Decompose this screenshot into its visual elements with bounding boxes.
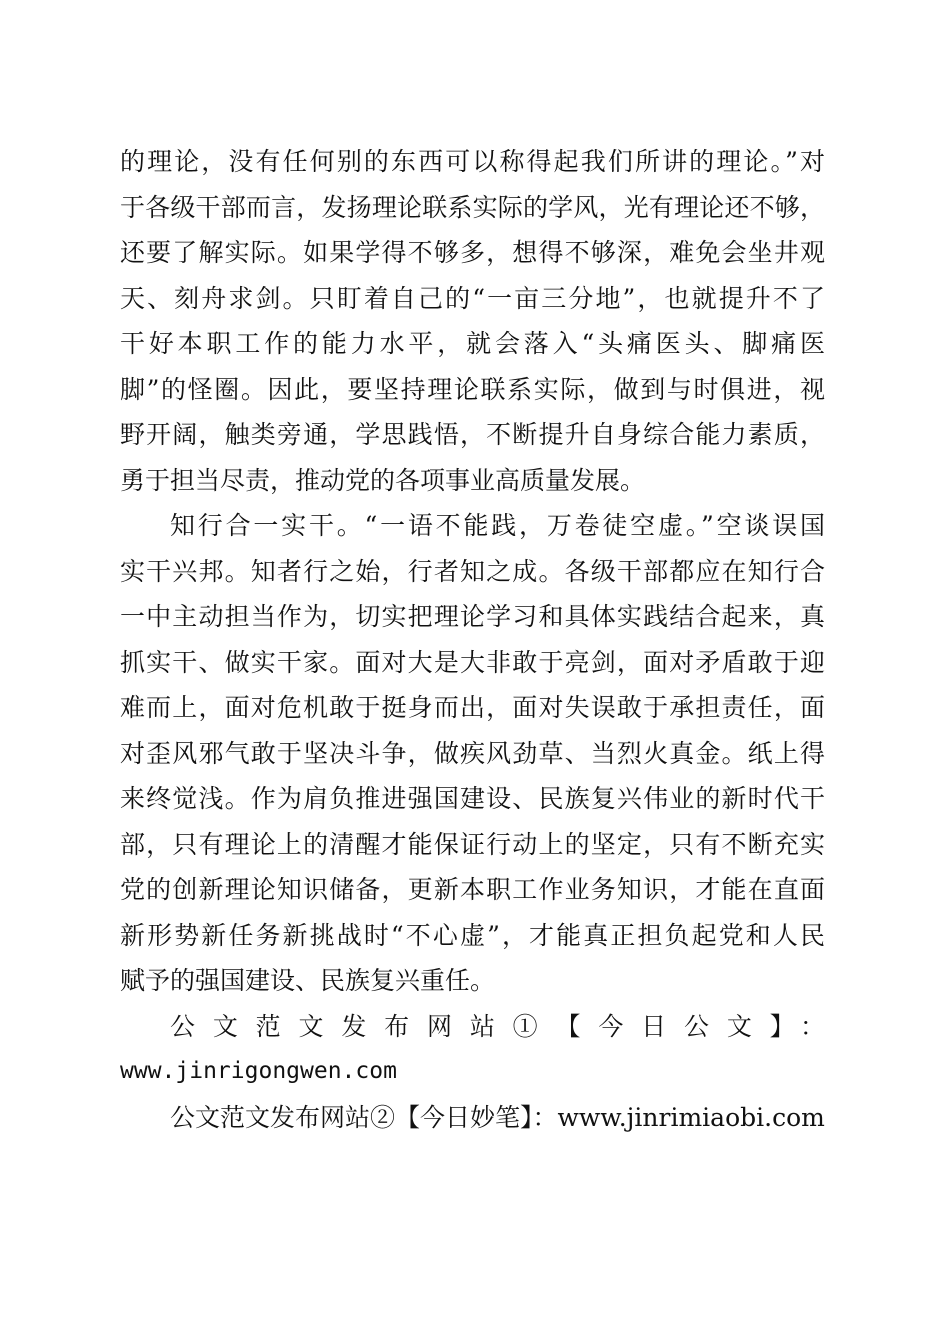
footer-site-1-label: 公文范文发布网站①【今日公文】： — [170, 1011, 825, 1041]
footer-site-2: 公文范文发布网站②【今日妙笔】：www.jinrimiaobi.com — [170, 1102, 825, 1132]
p2-line-9: 党的创新理论知识储备，更新本职工作业务知识，才能在直面 — [120, 875, 825, 904]
footer-site-1-url: www.jinrigongwen.com — [120, 1058, 397, 1084]
p2-line-2: 实干兴邦。知者行之始，行者知之成。各级干部都应在知行合 — [120, 556, 825, 586]
p2-line-4: 抓实干、做实干家。面对大是大非敢于亮剑，面对矛盾敢于迎 — [120, 647, 825, 677]
p2-line-11: 赋予的强国建设、民族复兴重任。 — [120, 966, 496, 995]
p1-line-2: 于各级干部而言，发扬理论联系实际的学风，光有理论还不够， — [120, 192, 825, 222]
p2-line-1: 知行合一实干。“一语不能践，万卷徒空虚。”空谈误国 — [170, 511, 825, 540]
p2-line-10: 新形势新任务新挑战时“不心虚”，才能真正担负起党和人民 — [120, 920, 825, 950]
p2-line-5: 难而上，面对危机敢于挺身而出，面对失误敢于承担责任，面 — [120, 693, 825, 722]
p2-line-7: 来终觉浅。作为肩负推进强国建设、民族复兴伟业的新时代干 — [120, 784, 825, 813]
p1-line-3: 还要了解实际。如果学得不够多，想得不够深，难免会坐井观 — [120, 238, 825, 267]
p2-line-8: 部，只有理论上的清醒才能保证行动上的坚定，只有不断充实 — [120, 829, 825, 859]
p1-line-1: 的理论，没有任何别的东西可以称得起我们所讲的理论。”对 — [120, 147, 825, 176]
document-body — [120, 139, 825, 1140]
p1-line-8: 勇于担当尽责，推动党的各项事业高质量发展。 — [120, 465, 646, 495]
p2-line-3: 一中主动担当作为，切实把理论学习和具体实践结合起来，真 — [120, 602, 825, 631]
p1-line-4: 天、刻舟求剑。只盯着自己的“一亩三分地”，也就提升不了 — [120, 283, 825, 313]
p1-line-7: 野开阔，触类旁通，学思践悟，不断提升自身综合能力素质， — [120, 420, 825, 449]
p1-line-5: 干好本职工作的能力水平，就会落入“头痛医头、脚痛医 — [120, 329, 825, 358]
p2-line-6: 对歪风邪气敢于坚决斗争，做疾风劲草、当烈火真金。纸上得 — [120, 738, 825, 768]
p1-line-6: 脚”的怪圈。因此，要坚持理论联系实际，做到与时俱进，视 — [120, 374, 825, 404]
